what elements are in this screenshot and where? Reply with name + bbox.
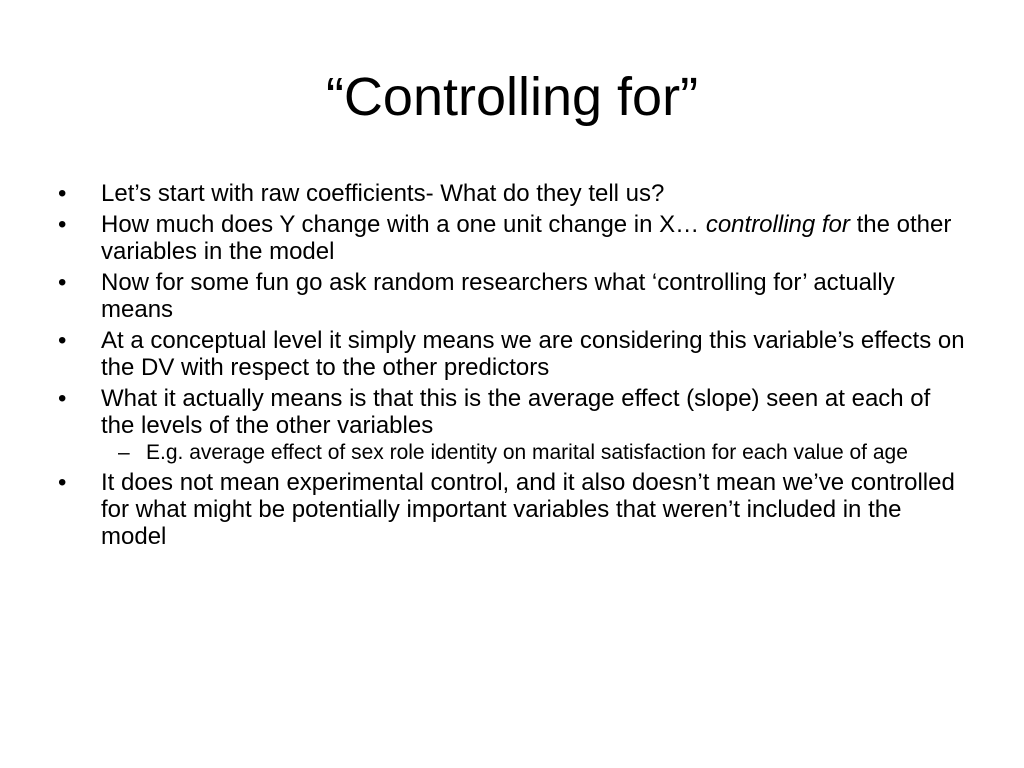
bullet-text: Let’s start with raw coefficients- What do they tell us?: [101, 180, 665, 207]
bullet-item-6: [58, 469, 968, 550]
bullet-emphasis: controlling for: [705, 211, 850, 238]
bullet-glyph: •: [58, 211, 67, 238]
bullet-text: How much does Y change with a one unit change in X…: [101, 211, 706, 238]
sub-bullet-text: E.g. average effect of sex role identity on marital satisfaction for each value of age: [146, 441, 908, 464]
sub-bullet-item-1: [103, 441, 968, 465]
bullet-text: What it actually means is that this is the average effect (slope) seen at each of the levels of the other variables: [101, 385, 931, 439]
slide-title: “Controlling for”: [325, 67, 699, 127]
bullet-item-4: [58, 327, 968, 381]
bullet-glyph: •: [58, 269, 67, 296]
bullet-text-continued: the other variables in the model: [101, 211, 952, 265]
bullet-glyph: •: [58, 180, 67, 207]
bullet-item-3: [58, 269, 968, 323]
bullet-glyph: •: [58, 385, 67, 412]
bullet-glyph: •: [58, 469, 67, 496]
bullet-text: Now for some fun go ask random researchers what ‘controlling for’ actually means: [101, 269, 895, 323]
bullet-glyph: •: [58, 327, 67, 354]
bullet-text: It does not mean experimental control, and it also doesn’t mean we’ve controlled for what might be potentially important variables that weren’t included in the model: [101, 469, 955, 550]
bullet-item-1: [58, 180, 968, 207]
sub-bullet-list: [101, 441, 968, 465]
bullet-item-5: [58, 385, 968, 465]
bullet-item-2: [58, 211, 968, 265]
bullet-list: [58, 180, 968, 554]
bullet-text: At a conceptual level it simply means we are considering this variable’s effects on the DV with respect to the other predictors: [101, 327, 965, 381]
dash-glyph: –: [118, 441, 130, 464]
